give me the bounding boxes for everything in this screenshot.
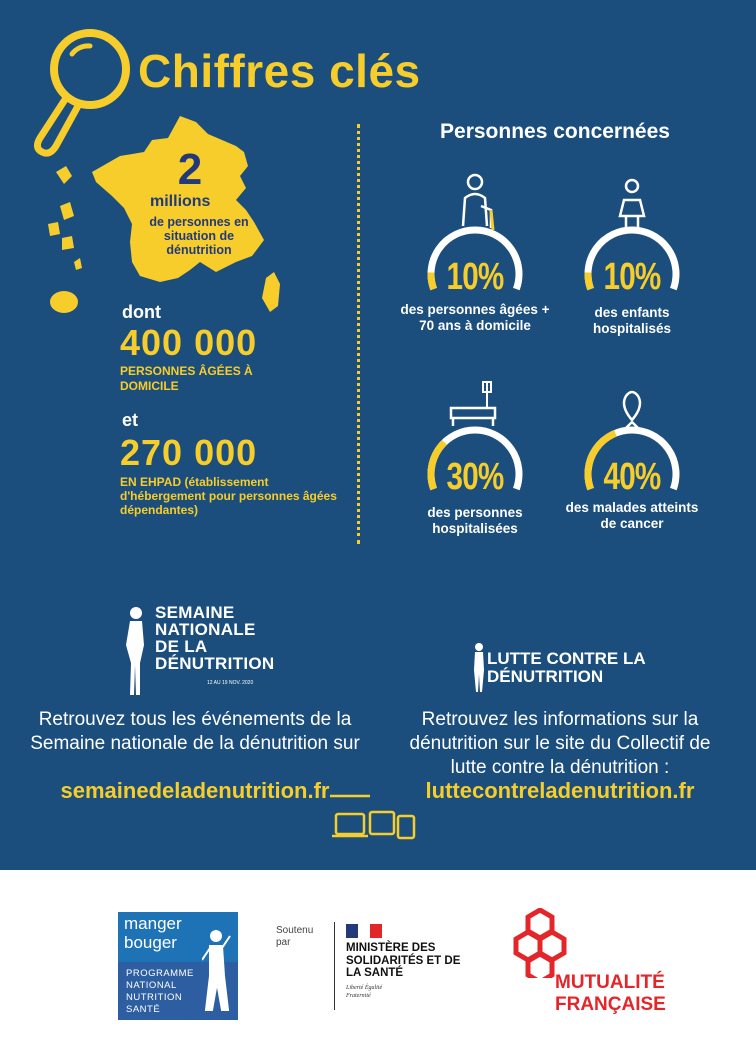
- child-icon: [620, 180, 644, 228]
- map-number: 2: [177, 145, 203, 194]
- semaine-logo-text: SEMAINE NATIONALE DE LA DÉNUTRITION: [155, 603, 275, 673]
- gauge-label: des enfants hospitalisés: [592, 305, 672, 336]
- gauge-elderly: [425, 170, 545, 310]
- running-figure-icon: [202, 926, 232, 1016]
- elderly-person-icon: [463, 175, 493, 230]
- dont-label: dont: [122, 302, 161, 322]
- stat-ehpad-value: 270 000: [120, 432, 258, 473]
- gauge-label: des personnes hospitalisées: [427, 505, 523, 536]
- persons-title: Personnes concernées: [440, 120, 670, 143]
- hospital-bed-icon: [451, 382, 495, 426]
- mutualite-name: MUTUALITÉ FRANÇAISE: [555, 972, 666, 1015]
- gauge-cancer: [582, 370, 702, 510]
- woman-silhouette-icon: [118, 605, 154, 697]
- devices-icon: [330, 794, 420, 840]
- cancer-ribbon-icon: [622, 392, 642, 432]
- semaine-info-text: Retrouvez tous les événements de la Semaine nationale de la dénutrition sur: [30, 709, 360, 754]
- gauge-percent: 10%: [446, 256, 504, 298]
- ministere-name: MINISTÈRE DES SOLIDARITÉS ET DE LA SANTÉ: [346, 942, 461, 979]
- map-description: de personnes en situation de dénutrition: [149, 215, 249, 257]
- republic-motto: Liberté Égalité Fraternité: [346, 985, 383, 999]
- soutenu-text: Soutenu par: [276, 925, 314, 948]
- ministere-rule: [334, 922, 335, 1010]
- et-label: et: [122, 410, 139, 430]
- gauge-percent: 30%: [446, 456, 504, 498]
- semaine-dates: 12 AU 19 NOV. 2020: [207, 680, 254, 686]
- map-unit: millions: [150, 193, 211, 210]
- gauge-percent: 10%: [603, 256, 661, 298]
- stat-home-value: 400 000: [120, 322, 258, 363]
- lutte-info-text: Retrouvez les informations sur la dénutrition sur le site du Collectif de lutte contre la dénutrition :: [409, 709, 711, 778]
- lutte-logo-text: LUTTE CONTRE LA DÉNUTRITION: [487, 649, 646, 686]
- mutualite-hexagon-icon: [510, 908, 590, 978]
- dotted-divider: [357, 124, 360, 544]
- semaine-link[interactable]: semainedeladenutrition.fr: [60, 778, 330, 803]
- mb-line2: bouger: [124, 933, 177, 952]
- marianne-flag-icon: [346, 924, 382, 938]
- manger-bouger-logo: [118, 912, 238, 1020]
- person-silhouette-icon: [472, 642, 486, 694]
- gauge-hospitalized: [425, 370, 545, 510]
- gauge-label: des personnes âgées + 70 ans à domicile: [400, 302, 550, 333]
- page-title: Chiffres clés: [138, 45, 421, 97]
- mb-pnns: PROGRAMME NATIONAL NUTRITION SANTÉ: [126, 968, 194, 1015]
- gauge-label: des malades atteints de cancer: [565, 500, 699, 531]
- mb-line1: manger: [124, 914, 182, 933]
- stat-ehpad-label: EN EHPAD (établissement d'hébergement pour personnes âgées dépendantes): [120, 475, 337, 517]
- stat-home-label: PERSONNES ÂGÉES À DOMICILE: [120, 364, 253, 393]
- gauge-children: [582, 170, 702, 310]
- lutte-link[interactable]: luttecontreladenutrition.fr: [425, 778, 695, 803]
- gauge-percent: 40%: [603, 456, 661, 498]
